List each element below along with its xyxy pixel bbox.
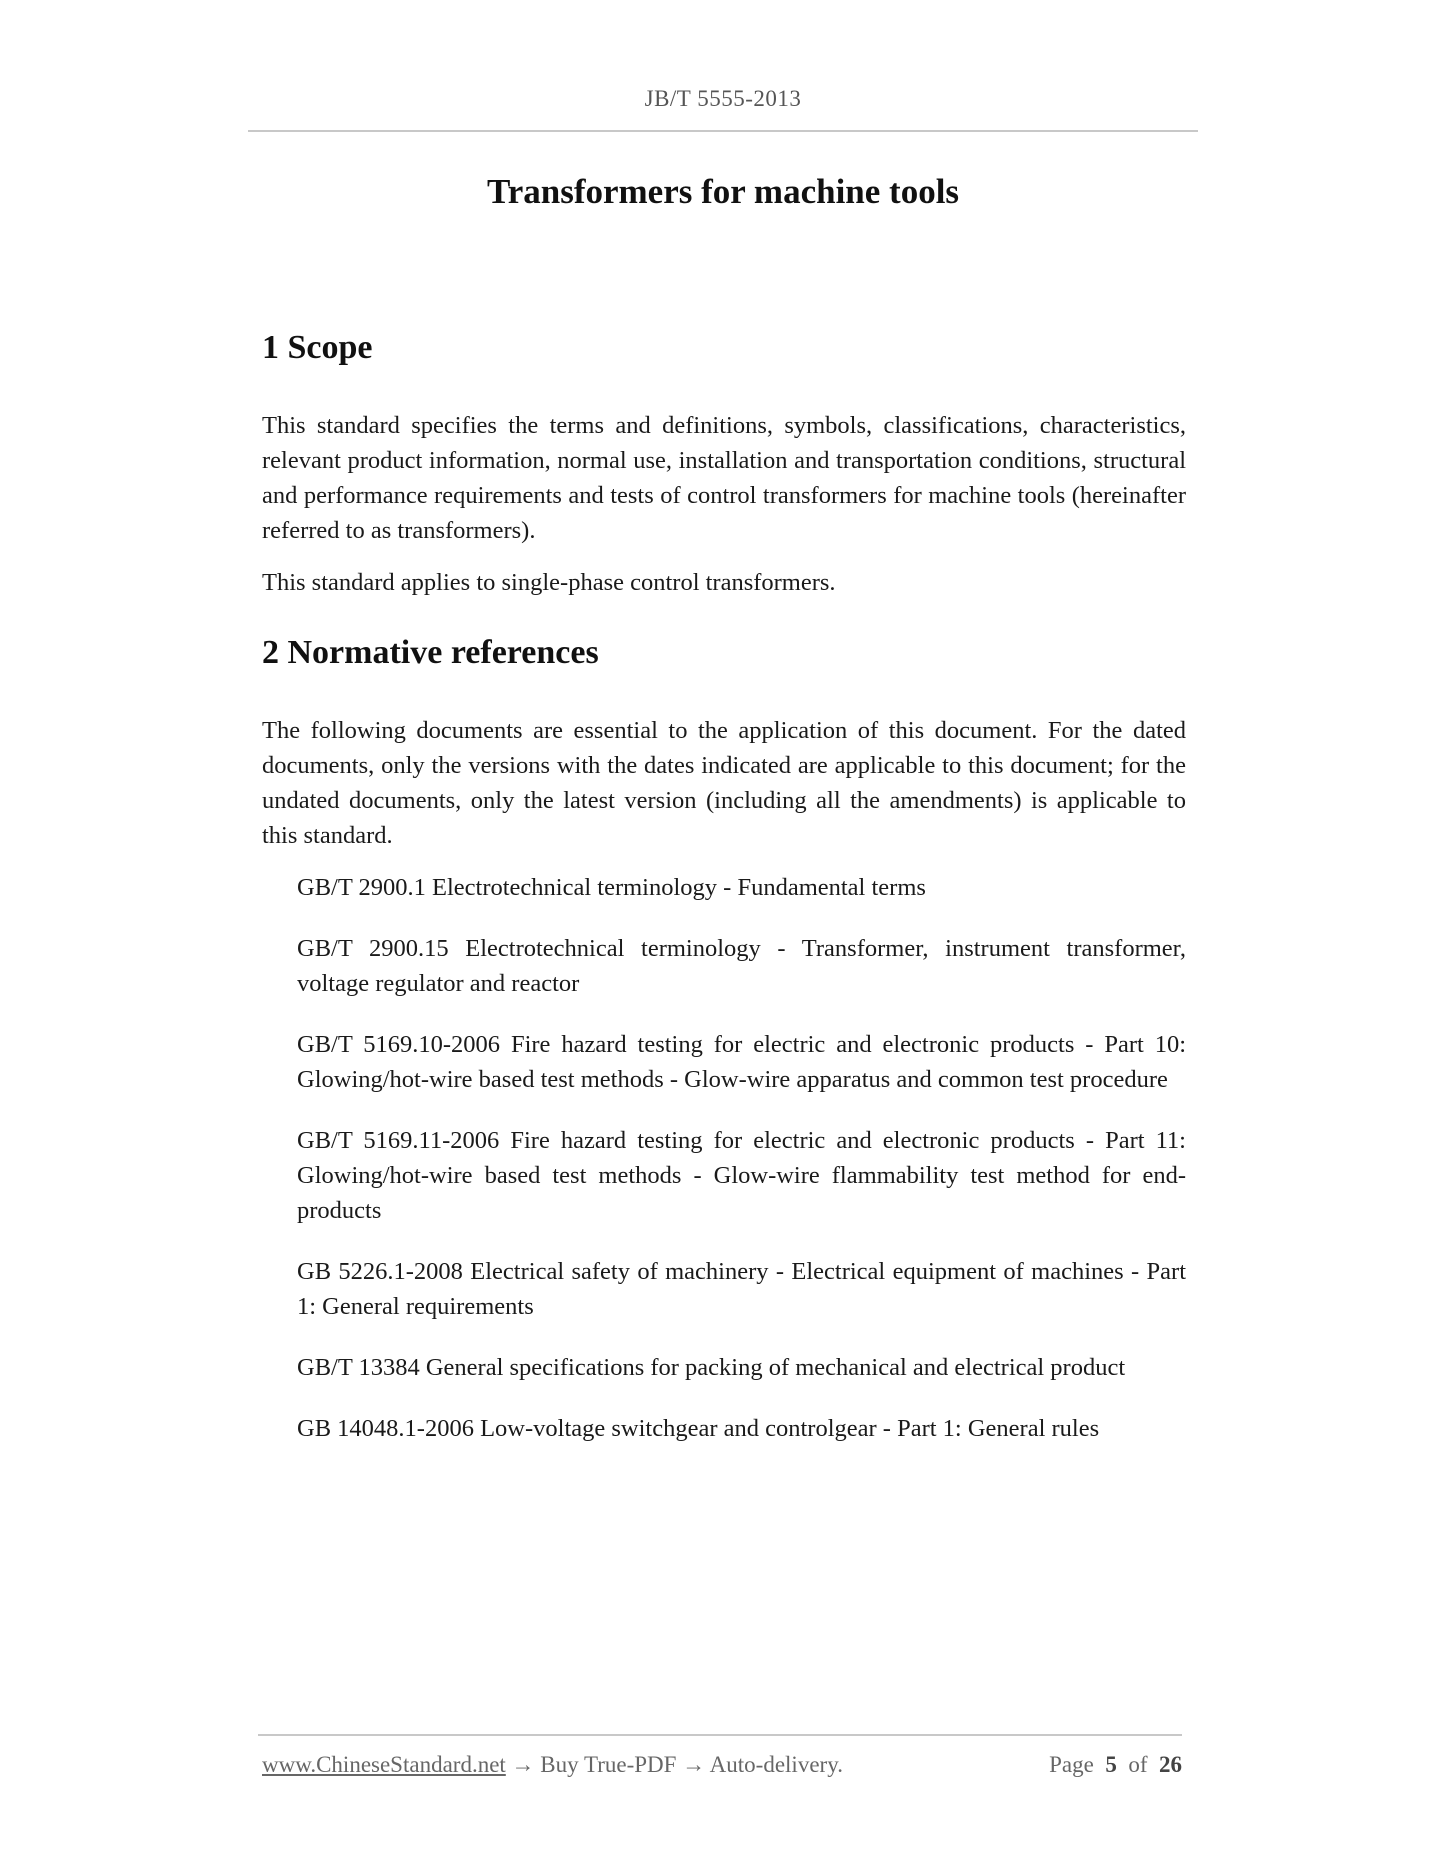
running-header: JB/T 5555-2013	[644, 86, 802, 111]
page-footer	[262, 1752, 1182, 1778]
page-of: of	[1128, 1752, 1148, 1777]
site-link[interactable]: www.ChineseStandard.net	[262, 1752, 506, 1777]
section-normative-references	[262, 631, 1186, 1446]
reference-item: GB/T 2900.1 Electrotechnical terminology - Fundamental terms	[297, 874, 926, 901]
section-heading: 2 Normative references	[262, 634, 599, 671]
section-scope	[262, 326, 1186, 600]
arrow-right-icon: →	[511, 1752, 535, 1777]
document-body	[262, 326, 1186, 1472]
page-indicator	[1049, 1752, 1182, 1778]
arrow-right-icon: →	[682, 1752, 706, 1777]
footer-promo	[262, 1752, 843, 1778]
reference-item: GB 5226.1-2008 Electrical safety of machinery - Electrical equipment of machines - Part 1: General requirements	[297, 1258, 1186, 1320]
page-current: 5	[1105, 1752, 1117, 1777]
reference-item: GB 14048.1-2006 Low-voltage switchgear and controlgear - Part 1: General rules	[297, 1415, 1100, 1442]
footer-divider	[258, 1734, 1182, 1736]
page-total: 26	[1159, 1752, 1182, 1777]
body-paragraph: This standard applies to single-phase control transformers.	[262, 569, 836, 596]
document-title: Transformers for machine tools	[486, 172, 960, 211]
page-label: Page	[1049, 1752, 1094, 1777]
header-divider	[248, 130, 1198, 132]
section-heading: 1 Scope	[262, 329, 373, 366]
reference-item: GB/T 5169.10-2006 Fire hazard testing for electric and electronic products - Part 10: Glowing/hot-wire based test methods - Glow-wire apparatus and common test procedure	[297, 1031, 1186, 1093]
body-paragraph: This standard specifies the terms and definitions, symbols, classifications, characteristics, relevant product information, normal use, installation and transportation conditions, structural and performance requirements and tests of control transformers for machine tools (hereinafter referred to as transformers).	[262, 412, 1186, 544]
reference-item: GB/T 13384 General specifications for packing of mechanical and electrical product	[297, 1354, 1126, 1381]
reference-item: GB/T 2900.15 Electrotechnical terminology - Transformer, instrument transformer, voltage regulator and reactor	[297, 935, 1186, 997]
auto-delivery-text: Auto-delivery.	[709, 1752, 843, 1777]
reference-list	[262, 870, 1186, 1446]
reference-item: GB/T 5169.11-2006 Fire hazard testing for electric and electronic products - Part 11: Glowing/hot-wire based test methods - Glow-wire flammability test method for end-products	[297, 1127, 1186, 1224]
body-paragraph: The following documents are essential to the application of this document. For the dated documents, only the versions with the dates indicated are applicable to this document; for the undated documents, only the latest version (including all the amendments) is applicable to this standard.	[262, 717, 1186, 849]
buy-pdf-text: Buy True-PDF	[540, 1752, 677, 1777]
